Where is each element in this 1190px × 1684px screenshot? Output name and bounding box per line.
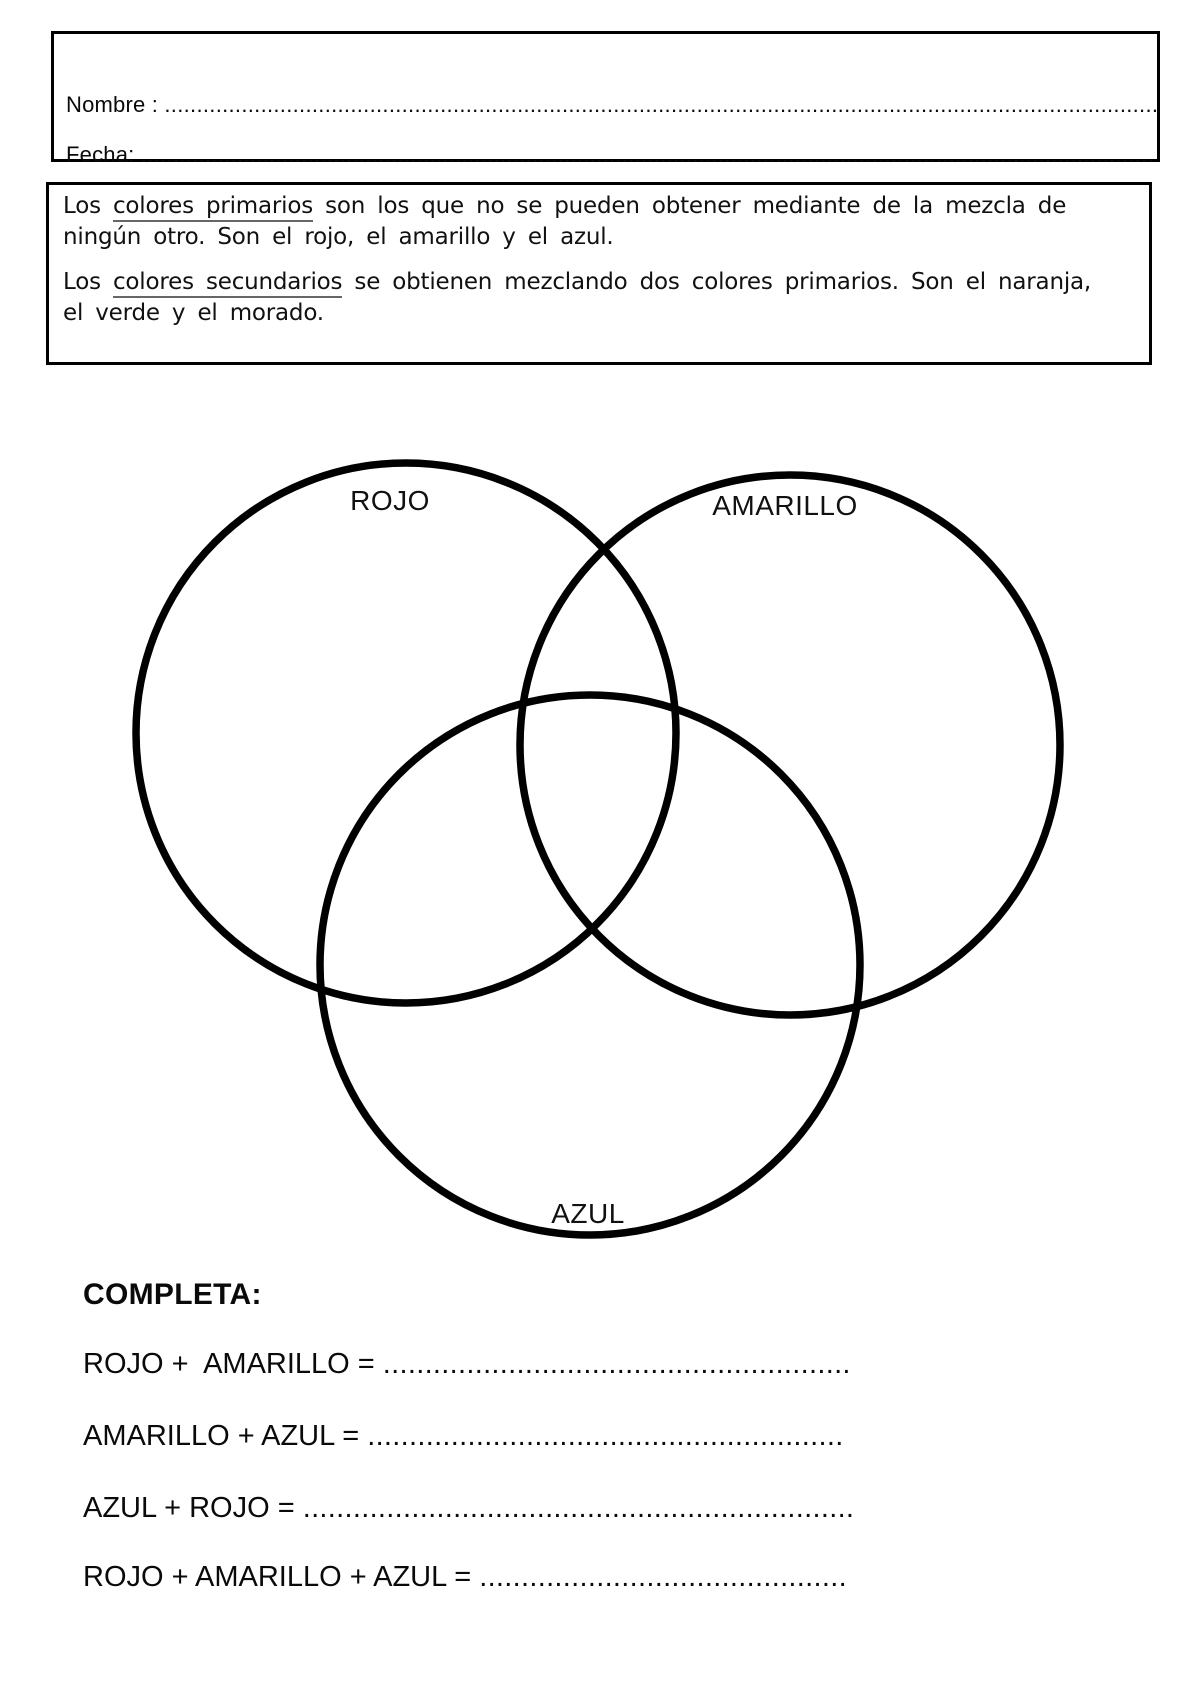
azul-circle bbox=[320, 695, 860, 1235]
equation-row-azul-rojo bbox=[83, 1494, 854, 1523]
text-segment: Los bbox=[63, 269, 113, 295]
answer-write-line: ........................................................ bbox=[382, 1348, 851, 1380]
equation-label: ROJO + AMARILLO = bbox=[83, 1348, 383, 1380]
paragraph-line: ningún otro. Son el rojo, el amarillo y el azul. bbox=[63, 224, 614, 250]
equation-label: ROJO + AMARILLO + AZUL = bbox=[83, 1561, 480, 1593]
answer-write-line: ............................................ bbox=[479, 1561, 847, 1593]
equation-label: AMARILLO + AZUL = bbox=[83, 1420, 368, 1452]
nombre-write-line: ........................................................................................................................................................... bbox=[164, 92, 1159, 117]
underlined-term-secundarios: colores secundarios bbox=[113, 269, 342, 298]
text-segment: Los bbox=[63, 193, 113, 219]
answer-write-line: .................................................................. bbox=[302, 1492, 855, 1524]
rojo-circle-label: ROJO bbox=[350, 485, 430, 516]
paragraph-line: el verde y el morado. bbox=[63, 300, 324, 326]
nombre-label: Nombre : bbox=[66, 92, 165, 117]
fecha-write-line: .............................................................................................................................................................. bbox=[140, 142, 1154, 167]
completa-heading: COMPLETA: bbox=[83, 1278, 262, 1311]
text-segment: son los que no se pueden obtener mediante de la mezcla de bbox=[313, 193, 1067, 219]
rojo-circle bbox=[136, 463, 676, 1003]
equation-row-amarillo-azul bbox=[83, 1422, 844, 1451]
equation-row-rojo-amarillo-azul bbox=[83, 1563, 847, 1592]
equation-row-rojo-amarillo bbox=[83, 1350, 851, 1379]
amarillo-circle-label: AMARILLO bbox=[712, 490, 858, 521]
equation-label: AZUL + ROJO = bbox=[83, 1492, 303, 1524]
underlined-term-primarios: colores primarios bbox=[113, 193, 313, 222]
azul-circle-label: AZUL bbox=[551, 1198, 625, 1229]
fecha-label: Fecha: bbox=[66, 142, 141, 167]
amarillo-circle bbox=[520, 475, 1060, 1015]
answer-write-line: ......................................................... bbox=[367, 1420, 844, 1452]
text-segment: se obtienen mezclando dos colores primarios. Son el naranja, bbox=[342, 269, 1092, 295]
